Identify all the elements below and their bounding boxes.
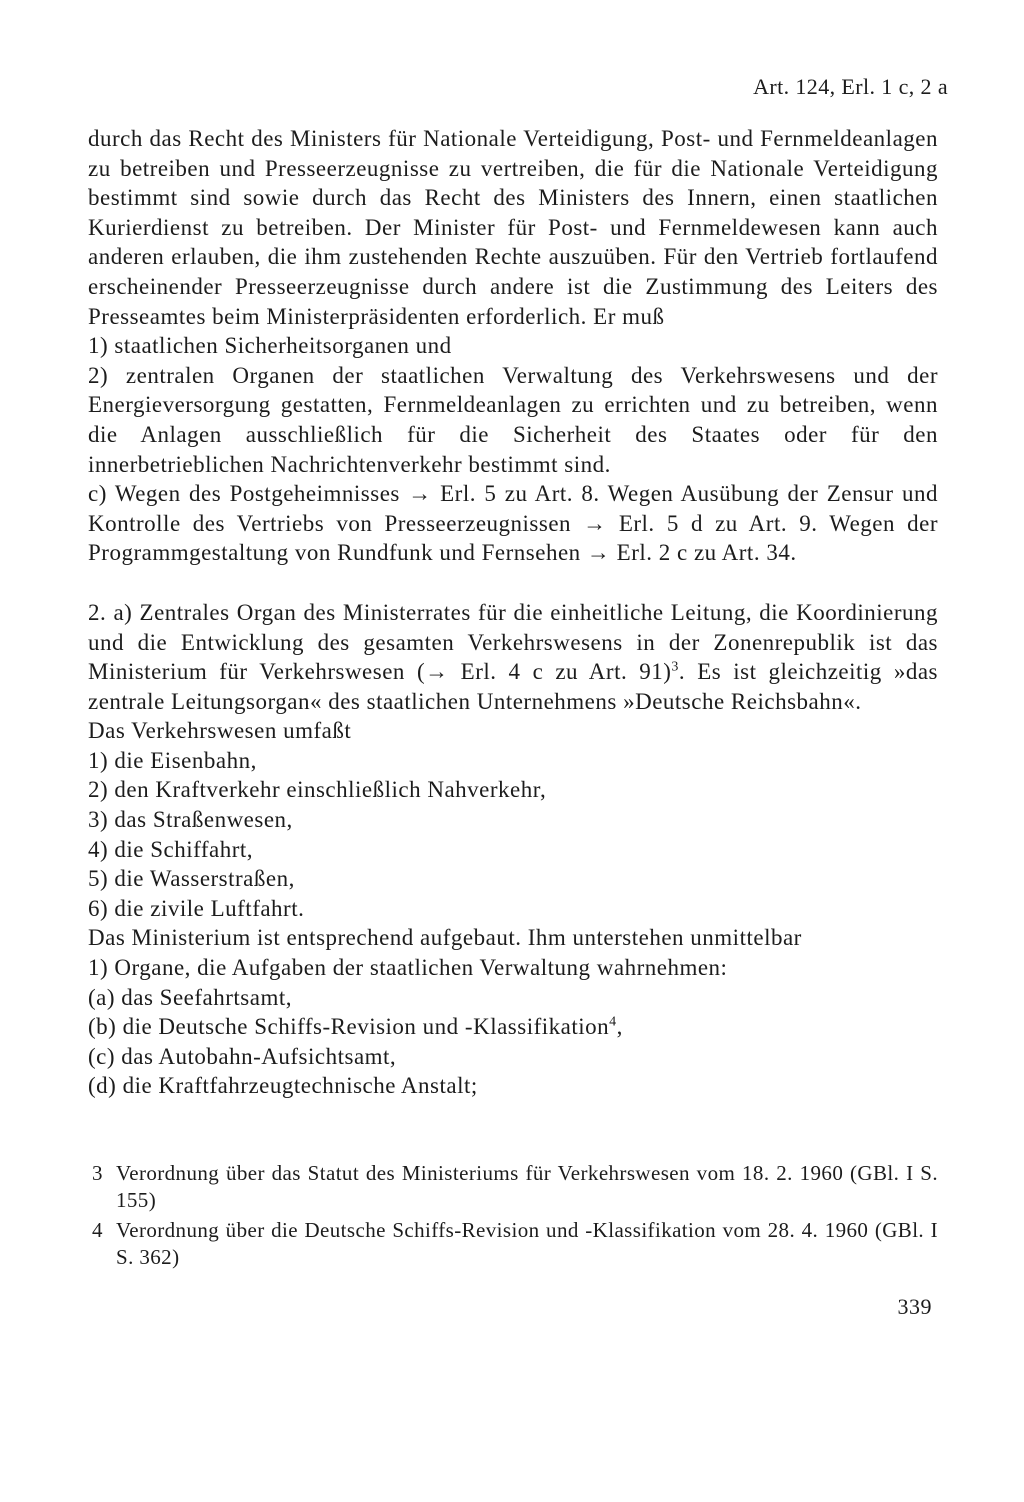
paragraph-2a [88, 598, 938, 716]
sub-list-item [88, 1012, 938, 1042]
sub-list-item: (c) das Autobahn-Aufsichtsamt, [88, 1043, 397, 1069]
list-item: 4) die Schiffahrt, [88, 836, 254, 862]
paragraph-gap [88, 568, 938, 598]
list-item: 3) das Straßenwesen, [88, 807, 293, 833]
sub-list-item-punct: , [616, 1014, 623, 1040]
list-item: 5) die Wasserstraßen, [88, 866, 295, 892]
sub-list-item: (a) das Seefahrtsamt, [88, 984, 293, 1010]
paragraph-continuation: durch das Recht des Ministers für Nationale Verteidigung, Post- und Fernmeldeanlagen zu betreiben und Presseerzeugnisse zu vertreiben, die für die Nationale Verteidigung bestimmt sind sowie durch das Recht des Ministers des Innern, einen staatlichen Kurierdienst zu betreiben. Der Minister für Post- und Fernmeldewesen kann auch anderen erlauben, die ihm zustehenden Rechte auszuüben. Für den Vertrieb fortlaufend erscheinender Presseerzeugnisse durch andere ist die Zustimmung des Leiters des Presseamtes beim Ministerpräsidenten erforderlich. Er muß [88, 126, 938, 329]
list-item: 6) die zivile Luftfahrt. [88, 895, 305, 921]
sub-list-item: (d) die Kraftfahrzeugtechnische Anstalt; [88, 1073, 478, 1099]
footnote [92, 1160, 938, 1213]
list-item: 2) den Kraftverkehr einschließlich Nahverkehr, [88, 777, 547, 803]
footnote-reference: 4 [609, 1014, 617, 1030]
list-item: 1) die Eisenbahn, [88, 747, 257, 773]
page-number: 339 [897, 1294, 932, 1319]
paragraph-2a-text-end: . Es ist gleichzeitig »das zentrale Leitungsorgan« des staatlichen Unternehmens »Deutsche Reichsbahn«. [88, 659, 938, 714]
footnote-text: Verordnung über das Statut des Ministeriums für Verkehrswesen vom 18. 2. 1960 (GBl. I S. 155) [116, 1161, 938, 1212]
footnote-number: 4 [92, 1218, 103, 1242]
list-intro: Das Verkehrswesen umfaßt [88, 718, 352, 744]
footnote-text: Verordnung über die Deutsche Schiffs-Revision und -Klassifikation vom 28. 4. 1960 (GBl. I S. 362) [116, 1218, 938, 1269]
footnote [92, 1217, 938, 1270]
footnote-reference: 3 [671, 659, 679, 675]
list-intro: Das Ministerium ist entsprechend aufgebaut. Ihm unterstehen unmittelbar [88, 925, 802, 951]
paragraph-2a-text: 2. a) Zentrales Organ des Ministerrates für die einheitliche Leitung, die Koordinierung und die Entwicklung des gesamten Verkehrswesens in der Zonenrepublik ist das Ministerium für Verkehrswesen (→ Erl. 4 c zu Art. 91) [88, 599, 938, 685]
main-text [88, 124, 938, 1101]
paragraph-c: c) Wegen des Postgeheimnisses → Erl. 5 zu Art. 8. Wegen Ausübung der Zensur und Kontrolle des Vertriebs von Presseerzeugnissen → Erl. 5 d zu Art. 9. Wegen der Programmgestaltung von Rundfunk und Fernsehen → Erl. 2 c zu Art. 34. [88, 481, 938, 566]
list-item: 1) Organe, die Aufgaben der staatlichen Verwaltung wahrnehmen: [88, 955, 728, 981]
list-item: 2) zentralen Organen der staatlichen Verwaltung des Verkehrswesens und der Energieversorgung gestatten, Fernmeldeanlagen zu errichten und zu betreiben, wenn die Anlagen ausschließlich für die Sicherheit des Staates oder für den innerbetrieblichen Nachrichtenverkehr bestimmt sind. [88, 362, 938, 477]
footnotes [92, 1160, 938, 1274]
sub-list-item-text: (b) die Deutsche Schiffs-Revision und -Klassifikation [88, 1014, 610, 1040]
running-header: Art. 124, Erl. 1 c, 2 a [753, 74, 948, 99]
list-item: 1) staatlichen Sicherheitsorganen und [88, 333, 452, 359]
footnote-number: 3 [92, 1161, 103, 1185]
